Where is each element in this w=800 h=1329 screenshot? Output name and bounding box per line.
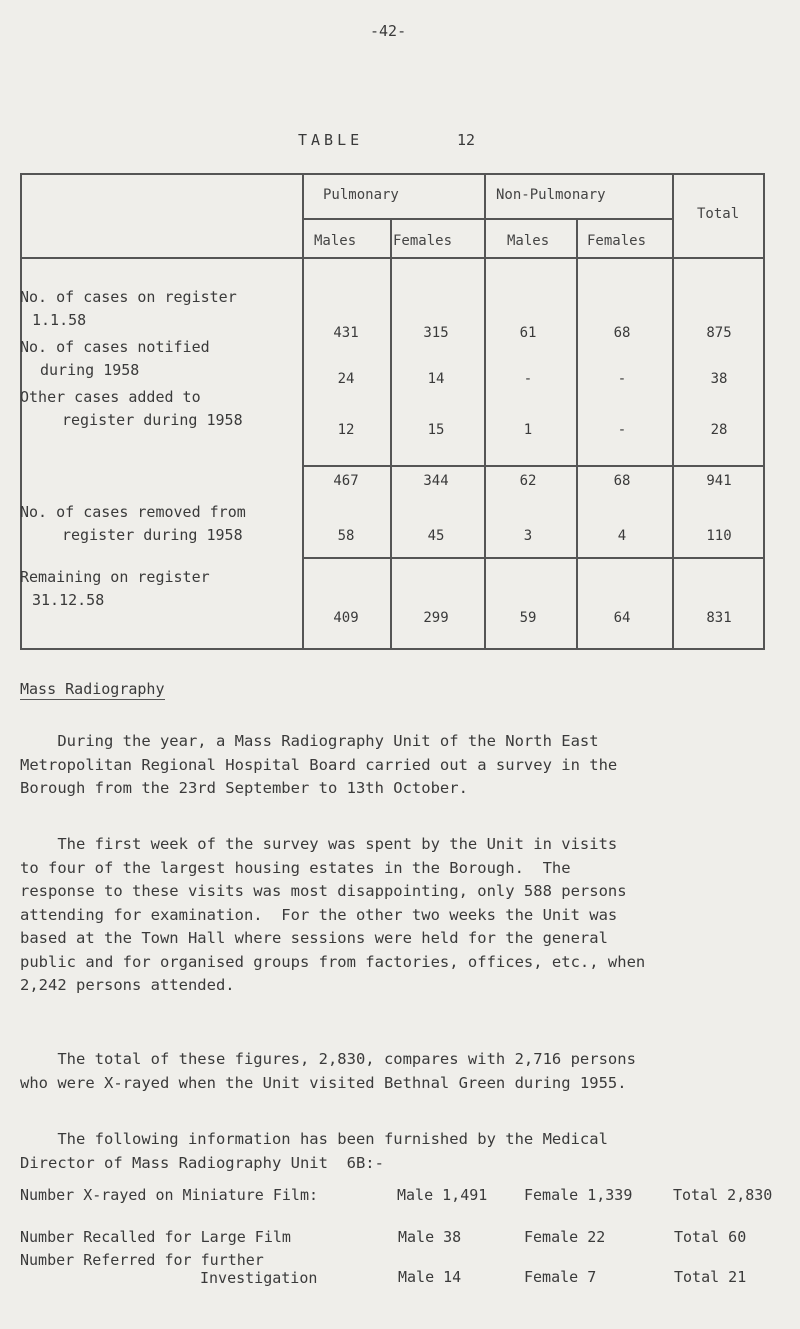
cell-remaining-nf: 64 bbox=[613, 610, 631, 626]
cell-removed-total: 110 bbox=[706, 528, 732, 544]
cell-register-pf: 315 bbox=[423, 325, 449, 341]
page-number: -42- bbox=[370, 22, 407, 40]
table-rule-bottom bbox=[20, 648, 765, 650]
row-label-removed bbox=[20, 501, 246, 547]
row-label-register bbox=[20, 286, 237, 332]
paragraph-3: The total of these figures, 2,830, compares with 2,716 persons who were X-rayed when the Unit visited Bethnal Green during 1955. bbox=[20, 1050, 636, 1092]
row-label-added bbox=[20, 386, 243, 432]
cell-register-total: 875 bbox=[706, 325, 732, 341]
stat-xrayed-female: Female 1,339 bbox=[524, 1186, 633, 1204]
stat-recalled-total: Total 60 bbox=[674, 1228, 747, 1246]
cell-remaining-pm: 409 bbox=[333, 610, 359, 626]
paragraph-1: During the year, a Mass Radiography Unit of the North East Metropolitan Regional Hospital Board carried out a survey in the Borough from the 23rd September to 13th October. bbox=[20, 732, 618, 797]
row-label-line: register during 1958 bbox=[62, 411, 243, 429]
row-label-line: during 1958 bbox=[40, 361, 140, 379]
paragraph-2: The first week of the survey was spent by the Unit in visits to four of the largest housing estates in the Borough. The response to these visits was most disappointing, only 588 persons attending for examination. For the other two weeks the Unit was based at the Town Hall where sessions were held for the general public and for organised groups from factories, offices, etc., when 2,242 persons attended. bbox=[20, 835, 646, 994]
cell-removed-pf: 45 bbox=[427, 528, 445, 544]
row-label-line: 1.1.58 bbox=[32, 311, 87, 329]
row-label-remaining bbox=[20, 566, 210, 612]
table-rule-col4 bbox=[576, 218, 578, 650]
section-heading: Mass Radiography bbox=[20, 680, 165, 698]
header-nonpulmonary-males: Males bbox=[507, 233, 550, 249]
stat-label-referred-2: Investigation bbox=[200, 1269, 318, 1287]
cell-register-nf: 68 bbox=[613, 325, 631, 341]
table-rule-top bbox=[20, 173, 765, 175]
header-nonpulmonary-females: Females bbox=[587, 233, 647, 249]
table-rule-header bbox=[20, 257, 765, 259]
cell-notified-pf: 14 bbox=[427, 371, 445, 387]
stat-referred-male: Male 14 bbox=[398, 1268, 462, 1286]
row-label-line: No. of cases on register bbox=[20, 288, 237, 306]
cell-subtotal-nf: 68 bbox=[613, 473, 631, 489]
stat-label-recalled: Number Recalled for Large Film bbox=[20, 1228, 291, 1246]
row-label-line: 31.12.58 bbox=[32, 591, 105, 609]
stat-recalled-male: Male 38 bbox=[398, 1228, 462, 1246]
cell-removed-nm: 3 bbox=[523, 528, 533, 544]
table-title: TABLE bbox=[298, 131, 364, 149]
cell-added-nm: 1 bbox=[523, 422, 533, 438]
table-rule-subtotal bbox=[302, 465, 765, 467]
stat-referred-female: Female 7 bbox=[524, 1268, 597, 1286]
header-pulmonary: Pulmonary bbox=[323, 187, 399, 203]
table-rule-right bbox=[763, 173, 765, 650]
row-label-line: No. of cases notified bbox=[20, 338, 210, 356]
cell-removed-nf: 4 bbox=[617, 528, 627, 544]
stat-label-xrayed: Number X-rayed on Miniature Film: bbox=[20, 1186, 319, 1204]
cell-added-total: 28 bbox=[710, 422, 728, 438]
cell-notified-nm: - bbox=[523, 371, 533, 387]
table-rule-col5 bbox=[672, 173, 674, 650]
cell-notified-pm: 24 bbox=[337, 371, 355, 387]
cell-added-pm: 12 bbox=[337, 422, 355, 438]
cell-subtotal-pf: 344 bbox=[423, 473, 449, 489]
cell-added-nf: - bbox=[617, 422, 627, 438]
table-rule-group bbox=[302, 218, 672, 220]
row-label-notified bbox=[20, 336, 210, 382]
cell-added-pf: 15 bbox=[427, 422, 445, 438]
stat-recalled-female: Female 22 bbox=[524, 1228, 606, 1246]
row-label-line: No. of cases removed from bbox=[20, 503, 246, 521]
row-label-line: Other cases added to bbox=[20, 388, 201, 406]
stat-xrayed-total: Total 2,830 bbox=[673, 1186, 773, 1204]
cell-remaining-nm: 59 bbox=[519, 610, 537, 626]
paragraph-4: The following information has been furnished by the Medical Director of Mass Radiography Unit 6B:- bbox=[20, 1130, 608, 1172]
cell-subtotal-total: 941 bbox=[706, 473, 732, 489]
cell-remaining-total: 831 bbox=[706, 610, 732, 626]
header-pulmonary-females: Females bbox=[393, 233, 453, 249]
stat-xrayed-male: Male 1,491 bbox=[397, 1186, 488, 1204]
cell-subtotal-pm: 467 bbox=[333, 473, 359, 489]
statistics-table bbox=[20, 173, 765, 650]
table-rule-col2 bbox=[390, 218, 392, 650]
cell-register-pm: 431 bbox=[333, 325, 359, 341]
header-non-pulmonary: Non-Pulmonary bbox=[496, 187, 606, 203]
cell-notified-total: 38 bbox=[710, 371, 728, 387]
cell-notified-nf: - bbox=[617, 371, 627, 387]
header-total: Total bbox=[697, 206, 740, 222]
table-rule-col1 bbox=[302, 173, 304, 650]
cell-removed-pm: 58 bbox=[337, 528, 355, 544]
row-label-line: register during 1958 bbox=[62, 526, 243, 544]
table-rule-removed bbox=[302, 557, 765, 559]
stat-referred-total: Total 21 bbox=[674, 1268, 747, 1286]
table-number: 12 bbox=[457, 131, 476, 149]
stat-label-referred: Number Referred for further bbox=[20, 1251, 264, 1269]
cell-remaining-pf: 299 bbox=[423, 610, 449, 626]
table-rule-col3 bbox=[484, 173, 486, 650]
header-pulmonary-males: Males bbox=[314, 233, 357, 249]
cell-subtotal-nm: 62 bbox=[519, 473, 537, 489]
row-label-line: Remaining on register bbox=[20, 568, 210, 586]
cell-register-nm: 61 bbox=[519, 325, 537, 341]
